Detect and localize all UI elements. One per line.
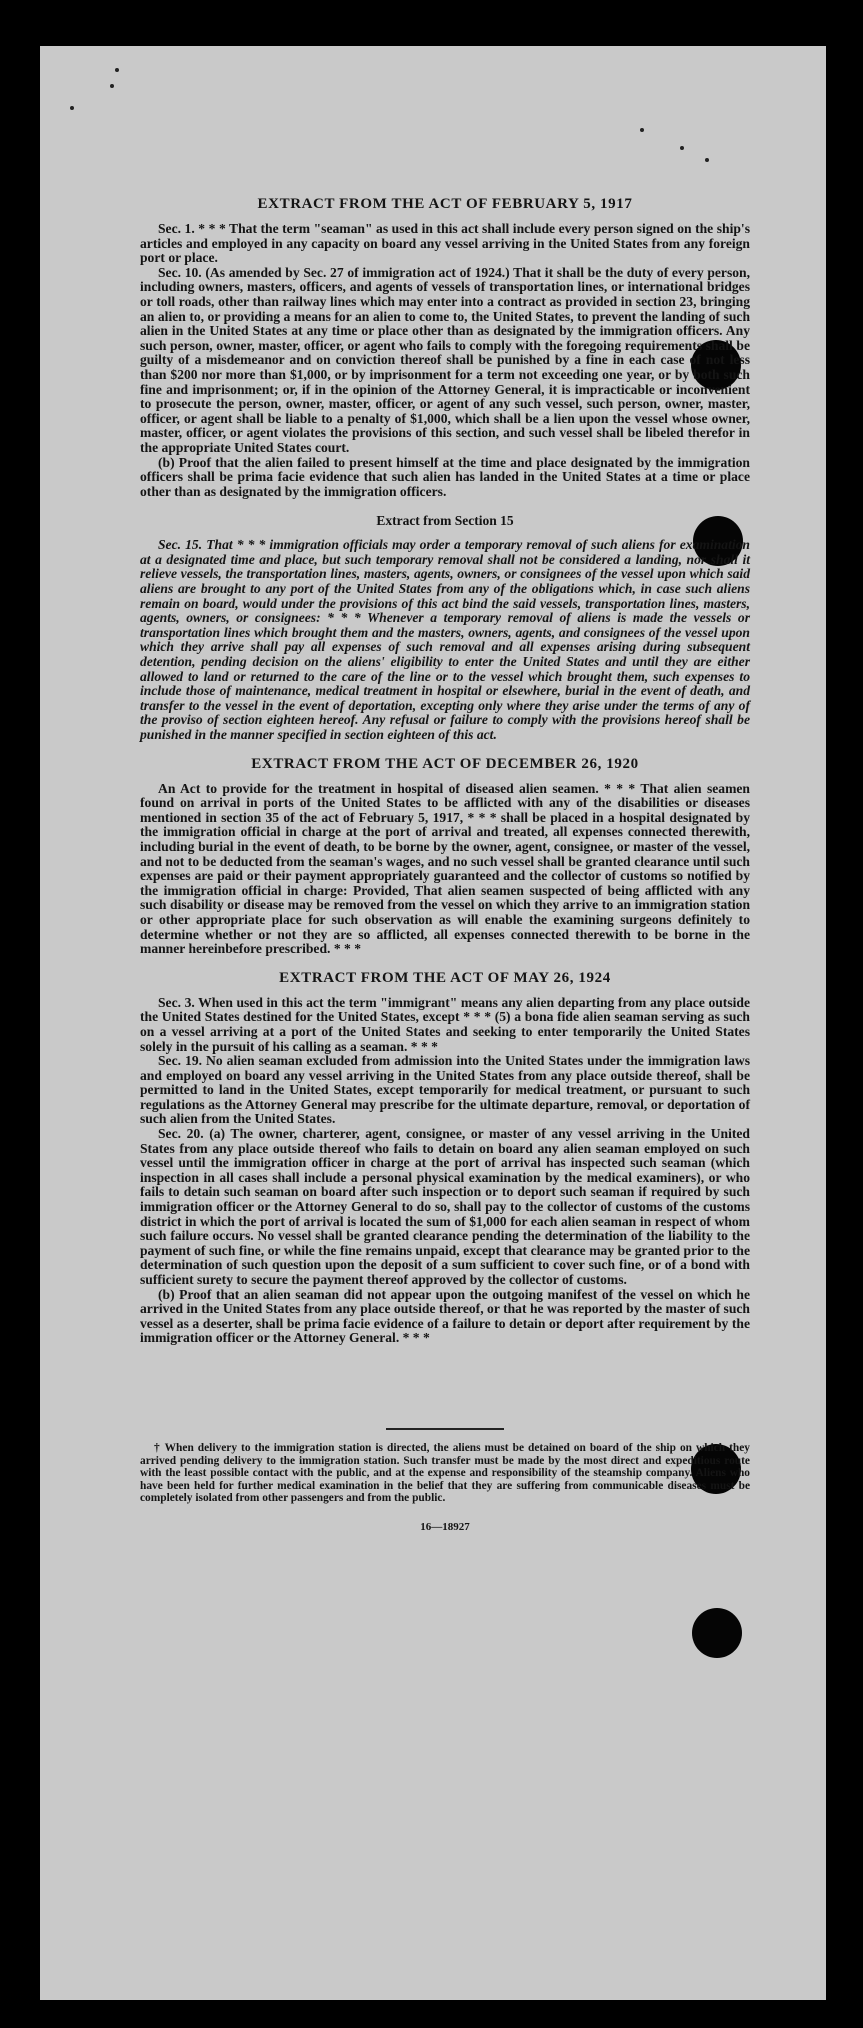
paragraph-act-1920: An Act to provide for the treatment in hospital of diseased alien seamen. * * * That alien seamen found on arrival in ports of the United States to be afflicted with any of the disabilities or diseases mentioned in section 35 of the act of February 5, 1917, * * * shall be placed in a hospital designated by the immigration official in charge at the port of arrival and treated, all expenses connected therewith, including burial in the event of death, to be borne by the owner, agent, consignee, or master of the vessel, and not to be deducted from the seaman's wages, and no such vessel shall be granted clearance until such expenses are paid or their payment appropriately guaranteed and the collector of customs so notified by the immigration official in charge: Provided, That alien seamen suspected of being afflicted with any such disability or disease may be removed from the vessel on which they arrive to an immigration station or other appropriate place for such observation as will enable the examining surgeons definitely to determine whether or not they are so afflicted, all expenses connected therewith to be borne in the manner hereinbefore prescribed. * * *	[140, 780, 750, 957]
paper-speck	[110, 84, 114, 88]
paper-speck	[705, 158, 709, 162]
punch-hole	[692, 1608, 742, 1658]
paper-speck	[640, 128, 644, 132]
document-page	[40, 46, 826, 2000]
document-body	[140, 196, 750, 1533]
paper-speck	[680, 146, 684, 150]
paragraph-sec-3: Sec. 3. When used in this act the term "immigrant" means any alien departing from any place outside the United States destined for the United States, except * * * (5) a bona fide alien seaman serving as such on a vessel arriving at a port of the United States and seeking to enter temporarily the United States solely in the pursuit of his calling as a seaman. * * *	[140, 994, 750, 1054]
section-heading-1917: EXTRACT FROM THE ACT OF FEBRUARY 5, 1917	[257, 196, 633, 212]
paragraph-sec-10: Sec. 10. (As amended by Sec. 27 of immigration act of 1924.) That it shall be the duty of every person, including owners, masters, officers, and agents of vessels of transportation lines, or international bridges or toll roads, other than railway lines which may enter into a contract as provided in section 23, bringing an alien to, or providing a means for an alien to come to, the United States, to prevent the landing of such alien in the United States at any time or place other than as designated by the immigration officers. Any such person, owner, master, officer, or agent who fails to comply with the foregoing requirements shall be guilty of a misdemeanor and on conviction thereof shall be punished by a fine in each case of not less than $200 nor more than $1,000, or by imprisonment for a term not exceeding one year, or by both such fine and imprisonment; or, if in the opinion of the Attorney General, it is impracticable or inconvenient to prosecute the person, owner, master, officer, or agent of any such vessel, such person, owner, master, officer, or agent shall be liable to a penalty of $1,000, which shall be a lien upon the vessel whose owner, master, officer, or agent violates the provisions of this section, and such vessel shall be libeled therefor in the appropriate United States court.	[140, 264, 750, 455]
section-heading-section-15: Extract from Section 15	[376, 513, 514, 529]
paper-speck	[70, 106, 74, 110]
paper-speck	[115, 68, 119, 72]
section-heading-1924: EXTRACT FROM THE ACT OF MAY 26, 1924	[279, 969, 611, 986]
footnote: † When delivery to the immigration station is directed, the aliens must be detained on board of the ship on which they arrived pending delivery to the immigration station. Such transfer must be made by the most direct and expeditious route with the least possible contact with the public, and at the expense and responsibility of the steamship company. Aliens who have been held for further medical examination in the belief that they are suffering from communicable diseases must be completely isolated from other passengers and from the public.	[140, 1441, 750, 1505]
paragraph-sec-20-a: Sec. 20. (a) The owner, charterer, agent, consignee, or master of any vessel arriving in the United States from any place outside thereof who fails to detain on board any alien seaman employed on such vessel until the immigration officer in charge at the port of arrival has inspected such seaman (which inspection in all cases shall include a personal physical examination by the medical examiners), or who fails to detain such seaman on board after such inspection or to deport such seaman if required by such immigration officer or the Attorney General to do so, shall pay to the collector of customs of the customs district in which the port of arrival is located the sum of $1,000 for each alien seaman in respect of whom such failure occurs. No vessel shall be granted clearance pending the determination of the liability to the payment of such fine, or while the fine remains unpaid, except that clearance may be granted prior to the determination of such question upon the deposit of a sum sufficient to cover such fine, or of a bond with sufficient surety to secure the payment thereof approved by the collector of customs.	[140, 1126, 750, 1287]
paragraph-sec-19: Sec. 19. No alien seaman excluded from admission into the United States under the immigration laws and employed on board any vessel arriving in the United States from any place outside thereof, shall be permitted to land in the United States, except temporarily for medical treatment, or pursuant to such regulations as the Attorney General may prescribe for the ultimate departure, removal, or deportation of such alien from the United States.	[140, 1053, 750, 1127]
form-number: 16—18927	[420, 1520, 470, 1533]
section-heading-1920: EXTRACT FROM THE ACT OF DECEMBER 26, 1920	[251, 755, 639, 772]
paragraph-sec-1: Sec. 1. * * * That the term "seaman" as used in this act shall include every person signed on the ship's articles and employed in any capacity on board any vessel arriving in the United States from any foreign port or place.	[140, 221, 750, 266]
paragraph-sec-20-b: (b) Proof that an alien seaman did not appear upon the outgoing manifest of the vessel on which he arrived in the United States from any place outside thereof, or that he was reported by the master of such vessel as a deserter, shall be prima facie evidence of a failure to detain or deport after requirement by the immigration officer or the Attorney General. * * *	[140, 1286, 750, 1346]
paragraph-sec-10-b: (b) Proof that the alien failed to present himself at the time and place designated by the immigration officers shall be prima facie evidence that such alien has landed in the United States at a time or place other than as designated by the immigration officers.	[140, 454, 750, 499]
footnote-divider	[386, 1428, 504, 1430]
paragraph-sec-15: Sec. 15. That * * * immigration officials may order a temporary removal of such aliens for examination at a designated time and place, but such temporary removal shall not be considered a landing, nor shall it relieve vessels, the transportation lines, masters, agents, owners, or consignees of the vessel upon which said aliens are brought to any port of the United States from any of the obligations which, in case such aliens remain on board, would under the provisions of this act bind the said vessels, transportation lines, masters, agents, owners, or consignees: * * * Whenever a temporary removal of aliens is made the vessels or transportation lines which brought them and the masters, owners, agents, and consignees of the vessel upon which they arrive shall pay all expenses of such removal and all expenses arising during subsequent detention, pending decision on the aliens' eligibility to enter the United States and until they are either allowed to land or returned to the care of the line or to the vessel which brought them, such expenses to include those of maintenance, medical treatment in hospital or elsewhere, burial in the event of death, and transfer to the vessel in the event of deportation, excepting only where they arise under the terms of any of the proviso of section eighteen hereof. Any refusal or failure to comply with the provisions hereof shall be punished in the manner specified in section eighteen of this act.	[140, 537, 750, 742]
